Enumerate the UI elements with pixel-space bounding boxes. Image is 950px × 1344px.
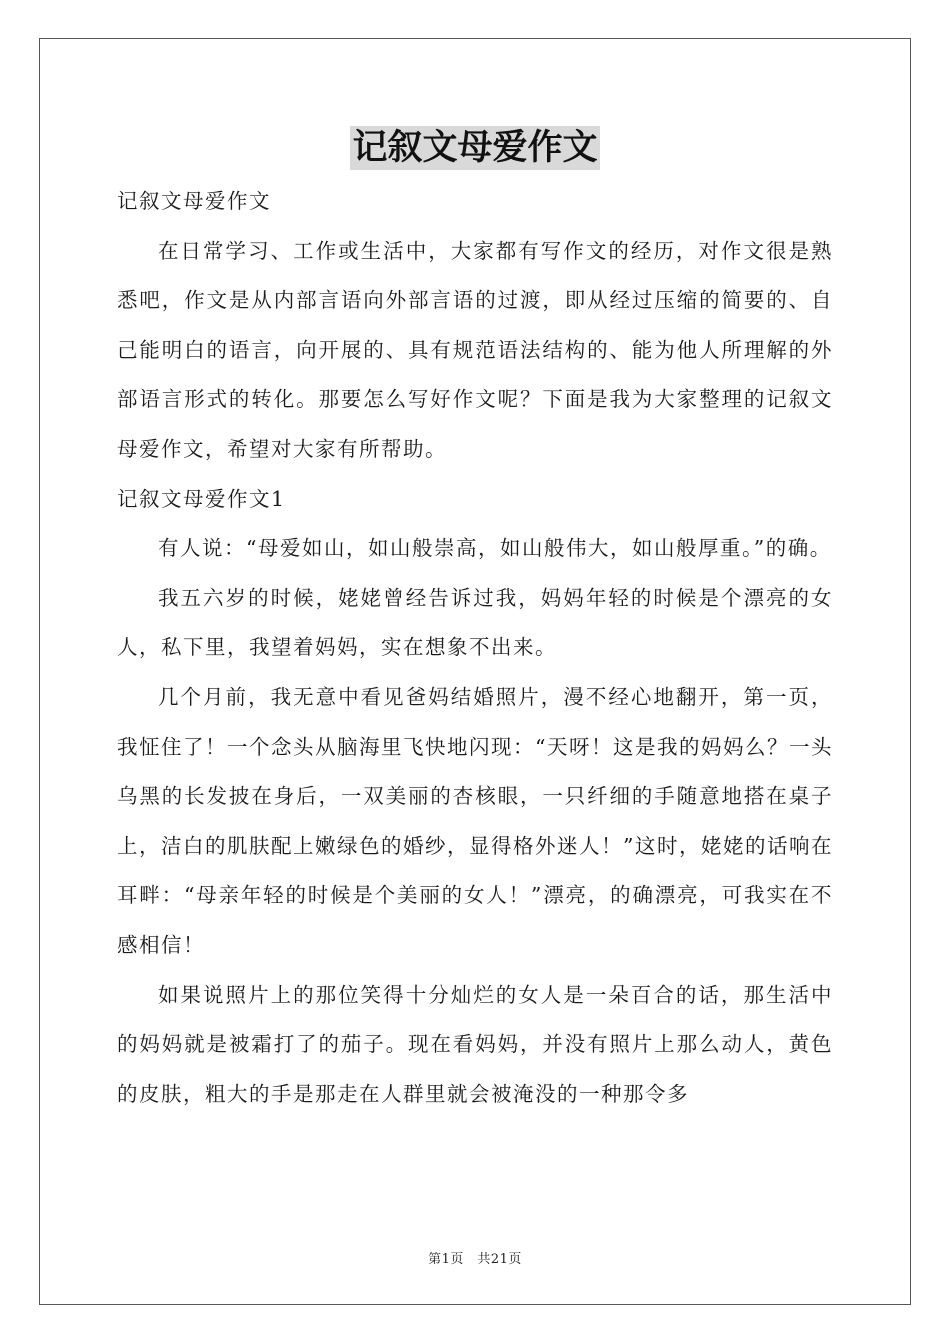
body-paragraph: 如果说照片上的那位笑得十分灿烂的女人是一朵百合的话，那生活中的妈妈就是被霜打了的茄子。现在看妈妈，并没有照片上那么动人，黄色的皮肤，粗大的手是那走在人群里就会被淹没的一种那令多	[117, 982, 833, 1106]
body-paragraph: 几个月前，我无意中看见爸妈结婚照片，漫不经心地翻开，第一页，我怔住了！一个念头从脑海里飞快地闪现：“天呀！这是我的妈妈么？一头乌黑的长发披在身后，一双美丽的杏核眼，一只纤细的手随意地搭在桌子上，洁白的肌肤配上嫩绿色的婚纱，显得格外迷人！”这时，姥姥的话响在耳畔：“母亲年轻的时候是个美丽的女人！”漂亮，的确漂亮，可我实在不感相信！	[117, 684, 833, 957]
title-container	[0, 126, 950, 170]
section-heading: 记叙文母爱作文	[117, 189, 271, 213]
document-title: 记叙文母爱作文	[352, 127, 598, 168]
page-footer: 第1页 共21页	[428, 1252, 522, 1267]
section-heading: 记叙文母爱作文1	[117, 486, 286, 511]
body-paragraph: 在日常学习、工作或生活中，大家都有写作文的经历，对作文很是熟悉吧，作文是从内部言语向外部言语的过渡，即从经过压缩的简要的、自己能明白的语言，向开展的、具有规范语法结构的、能为他人所理解的外部语言形式的转化。那要怎么写好作文呢？下面是我为大家整理的记叙文母爱作文，希望对大家有所帮助。	[117, 238, 833, 461]
document-body	[117, 177, 833, 1119]
body-paragraph: 我五六岁的时候，姥姥曾经告诉过我，妈妈年轻的时候是个漂亮的女人，私下里，我望着妈妈，实在想象不出来。	[117, 585, 833, 660]
body-paragraph: 有人说：“母爱如山，如山般崇高，如山般伟大，如山般厚重。”的确。	[158, 536, 832, 561]
